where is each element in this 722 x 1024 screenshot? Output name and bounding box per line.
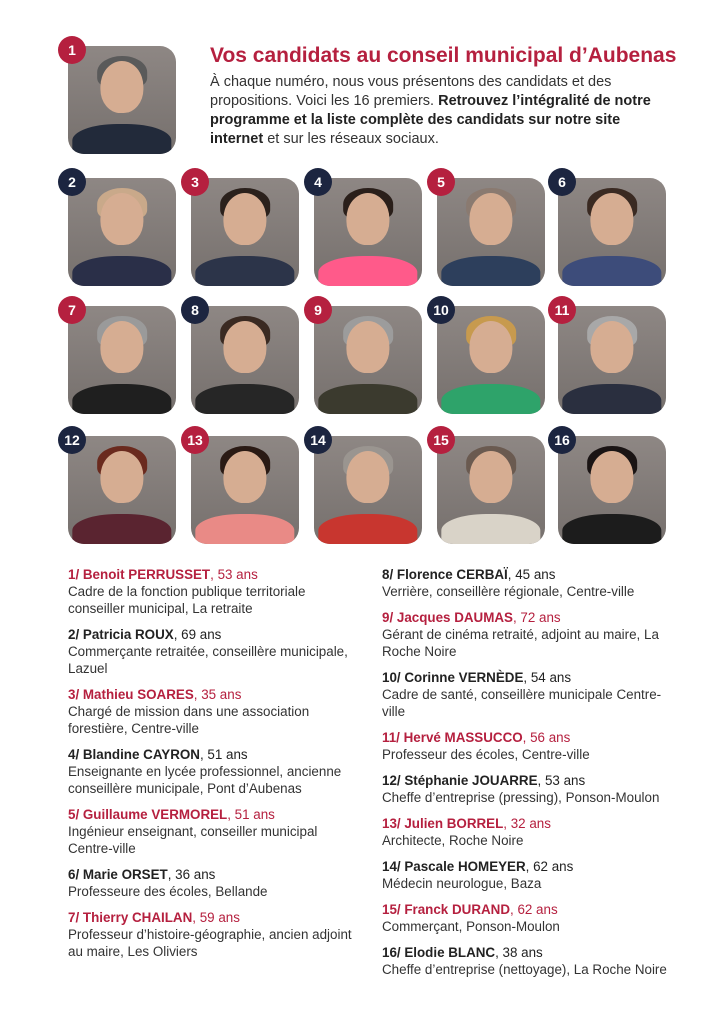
candidate-photo — [314, 306, 422, 414]
candidate-name-line — [382, 858, 682, 875]
candidate-name: Pascale HOMEYER — [404, 859, 526, 874]
candidate-description: Médecin neurologue, Baza — [382, 876, 542, 891]
portrait-body — [441, 384, 540, 414]
candidate-photo — [191, 436, 299, 544]
candidate-name: Franck DURAND — [404, 902, 510, 917]
candidate-name: Guillaume VERMOREL — [82, 807, 228, 822]
candidate-description: Architecte, Roche Noire — [382, 833, 524, 848]
portrait-body — [441, 514, 540, 544]
candidate-age: , 53 ans — [210, 567, 258, 582]
portrait-face — [223, 451, 266, 503]
intro-end: et sur les réseaux sociaux. — [267, 131, 439, 147]
candidate-photo — [437, 178, 545, 286]
portrait-face — [100, 451, 143, 503]
candidate-number-prefix: 11/ — [382, 730, 404, 745]
candidate-name: Mathieu SOARES — [82, 687, 194, 702]
candidate-photo — [68, 178, 176, 286]
candidate-number-badge: 16 — [548, 426, 576, 454]
candidate-number-badge: 10 — [427, 296, 455, 324]
candidate-photo — [191, 306, 299, 414]
candidate-number-prefix: 12/ — [382, 773, 405, 788]
candidate-number-badge: 6 — [548, 168, 576, 196]
candidate-photo — [558, 178, 666, 286]
candidate-name: Elodie BLANC — [404, 945, 496, 960]
portrait-body — [562, 514, 661, 544]
candidate-number-prefix: 6/ — [68, 867, 83, 882]
candidate-photo — [314, 178, 422, 286]
candidate-number-badge: 4 — [304, 168, 332, 196]
candidate-photo — [191, 178, 299, 286]
portrait-body — [195, 256, 294, 286]
candidate-photo — [68, 306, 176, 414]
candidate-age: , 59 ans — [192, 910, 240, 925]
portrait-face — [469, 321, 512, 373]
candidate-photo — [558, 306, 666, 414]
portrait-face — [100, 61, 143, 113]
candidate-entry — [382, 901, 682, 935]
portrait-face — [469, 193, 512, 245]
portrait-face — [100, 193, 143, 245]
intro-bold: Retrouvez l’intégralité de notre programme et la liste complète des candidats sur notre site internet — [210, 93, 651, 147]
candidate-name-line — [68, 746, 358, 763]
candidate-entry — [382, 772, 682, 806]
portrait-body — [195, 514, 294, 544]
candidate-entry — [382, 609, 682, 660]
candidate-name-line — [68, 909, 358, 926]
candidate-name-line — [382, 772, 682, 789]
candidate-age: , 62 ans — [510, 902, 558, 917]
candidate-number-prefix: 7/ — [68, 910, 83, 925]
candidate-entry — [382, 729, 682, 763]
candidate-number-badge: 5 — [427, 168, 455, 196]
portrait-body — [562, 256, 661, 286]
candidate-name: Blandine CAYRON — [82, 747, 200, 762]
portrait-body — [318, 514, 417, 544]
candidate-entry — [68, 866, 358, 900]
candidate-description: Professeur d’histoire-géographie, ancien adjoint au maire, Les Oliviers — [68, 927, 352, 959]
candidate-number-prefix: 2/ — [68, 627, 83, 642]
candidate-entry — [68, 909, 358, 960]
candidate-name-line — [68, 866, 358, 883]
candidate-age: , 51 ans — [199, 747, 248, 762]
candidate-age: , 51 ans — [227, 807, 275, 822]
candidate-entry — [382, 944, 682, 978]
candidate-name-line — [382, 729, 682, 746]
portrait-body — [72, 514, 171, 544]
candidate-name-line — [68, 686, 358, 703]
candidate-entry — [382, 566, 682, 600]
candidate-description: Verrière, conseillère régionale, Centre-ville — [382, 584, 635, 599]
portrait-body — [318, 384, 417, 414]
candidate-entry — [382, 815, 682, 849]
portrait-face — [100, 321, 143, 373]
portrait-face — [346, 321, 389, 373]
portrait-body — [562, 384, 661, 414]
candidate-age: , 69 ans — [173, 627, 222, 642]
portrait-face — [590, 193, 633, 245]
candidate-name-line — [382, 944, 682, 961]
candidate-number-prefix: 4/ — [68, 747, 83, 762]
candidate-description: Gérant de cinéma retraité, adjoint au maire, La Roche Noire — [382, 627, 659, 659]
candidate-number-badge: 14 — [304, 426, 332, 454]
portrait-face — [590, 321, 633, 373]
candidate-name-line — [382, 609, 682, 626]
candidate-name: Julien BORREL — [404, 816, 504, 831]
candidate-entry — [68, 626, 358, 677]
candidate-entry — [68, 686, 358, 737]
candidate-name-line — [382, 669, 682, 686]
candidate-number-prefix: 1/ — [68, 567, 83, 582]
candidate-number-prefix: 5/ — [68, 807, 83, 822]
candidate-description: Commerçant, Ponson-Moulon — [382, 919, 560, 934]
candidate-number-prefix: 16/ — [382, 945, 405, 960]
candidate-age: , 62 ans — [525, 859, 574, 874]
candidate-number-badge: 3 — [181, 168, 209, 196]
candidate-number-prefix: 13/ — [382, 816, 405, 831]
candidate-description: Commerçante retraitée, conseillère municipale, Lazuel — [68, 644, 348, 676]
candidate-photo — [558, 436, 666, 544]
candidate-number-badge: 15 — [427, 426, 455, 454]
candidate-photo — [68, 46, 176, 154]
candidate-entry — [382, 669, 682, 720]
candidate-photo — [437, 436, 545, 544]
portrait-body — [441, 256, 540, 286]
candidate-entry — [68, 806, 358, 857]
candidate-name-line — [382, 566, 682, 583]
candidate-number-badge: 2 — [58, 168, 86, 196]
intro-plain: À chaque numéro, nous vous présentons des candidats et des propositions. Voici les 16 premiers. — [210, 74, 612, 109]
portrait-face — [346, 451, 389, 503]
candidate-photo — [437, 306, 545, 414]
page-title: Vos candidats au conseil municipal d’Aubenas — [210, 44, 677, 67]
candidate-age: , 45 ans — [507, 567, 556, 582]
candidate-description: Cheffe d’entreprise (nettoyage), La Roche Noire — [382, 962, 667, 977]
candidate-photo — [314, 436, 422, 544]
candidate-number-prefix: 9/ — [382, 610, 397, 625]
candidate-list-left — [68, 566, 358, 969]
candidate-list-right — [382, 566, 682, 987]
portrait-body — [72, 124, 171, 154]
candidate-number-badge: 13 — [181, 426, 209, 454]
candidate-number-badge: 1 — [58, 36, 86, 64]
candidate-description: Cadre de santé, conseillère municipale Centre-ville — [382, 687, 662, 719]
candidate-photo — [68, 436, 176, 544]
portrait-face — [590, 451, 633, 503]
candidate-name-line — [68, 626, 358, 643]
candidate-age: , 54 ans — [523, 670, 572, 685]
portrait-body — [195, 384, 294, 414]
candidate-number-prefix: 8/ — [382, 567, 397, 582]
candidate-age: , 53 ans — [537, 773, 586, 788]
candidate-number-badge: 9 — [304, 296, 332, 324]
candidate-age: , 32 ans — [503, 816, 551, 831]
portrait-face — [223, 321, 266, 373]
candidate-description: Cadre de la fonction publique territoriale conseiller municipal, La retraite — [68, 584, 306, 616]
candidate-description: Professeure des écoles, Bellande — [68, 884, 268, 899]
candidate-number-prefix: 14/ — [382, 859, 405, 874]
candidate-name: Florence CERBAÏ — [396, 567, 508, 582]
candidate-age: , 36 ans — [167, 867, 216, 882]
portrait-face — [469, 451, 512, 503]
candidate-name: Stéphanie JOUARRE — [404, 773, 538, 788]
candidate-name: Benoit PERRUSSET — [82, 567, 211, 582]
candidate-entry — [68, 746, 358, 797]
candidate-age: , 72 ans — [512, 610, 561, 625]
portrait-body — [72, 256, 171, 286]
candidate-name-line — [382, 815, 682, 832]
candidate-name: Jacques DAUMAS — [396, 610, 513, 625]
candidate-age: , 35 ans — [193, 687, 242, 702]
candidate-number-badge: 8 — [181, 296, 209, 324]
portrait-face — [223, 193, 266, 245]
candidate-name: Thierry CHAILAN — [82, 910, 193, 925]
candidate-name-line — [382, 901, 682, 918]
candidate-description: Cheffe d’entreprise (pressing), Ponson-Moulon — [382, 790, 660, 805]
intro-text — [210, 73, 672, 149]
candidate-age: , 38 ans — [495, 945, 543, 960]
candidate-description: Professeur des écoles, Centre-ville — [382, 747, 590, 762]
candidate-name: Corinne VERNÈDE — [404, 670, 524, 685]
candidate-name: Marie ORSET — [82, 867, 168, 882]
candidate-description: Chargé de mission dans une association forestière, Centre-ville — [68, 704, 310, 736]
portrait-face — [346, 193, 389, 245]
candidate-number-prefix: 3/ — [68, 687, 83, 702]
candidate-number-badge: 7 — [58, 296, 86, 324]
candidate-number-badge: 11 — [548, 296, 576, 324]
candidate-description: Enseignante en lycée professionnel, ancienne conseillère municipale, Pont d’Aubenas — [68, 764, 342, 796]
candidate-name-line — [68, 806, 358, 823]
candidate-entry — [68, 566, 358, 617]
candidate-age: , 56 ans — [522, 730, 571, 745]
candidate-name: Patricia ROUX — [82, 627, 174, 642]
candidate-description: Ingénieur enseignant, conseiller municipal Centre-ville — [68, 824, 318, 856]
candidate-number-prefix: 15/ — [382, 902, 405, 917]
candidate-name-line — [68, 566, 358, 583]
portrait-body — [72, 384, 171, 414]
candidate-number-prefix: 10/ — [382, 670, 405, 685]
candidate-name: Hervé MASSUCCO — [403, 730, 523, 745]
candidate-number-badge: 12 — [58, 426, 86, 454]
candidate-entry — [382, 858, 682, 892]
portrait-body — [318, 256, 417, 286]
